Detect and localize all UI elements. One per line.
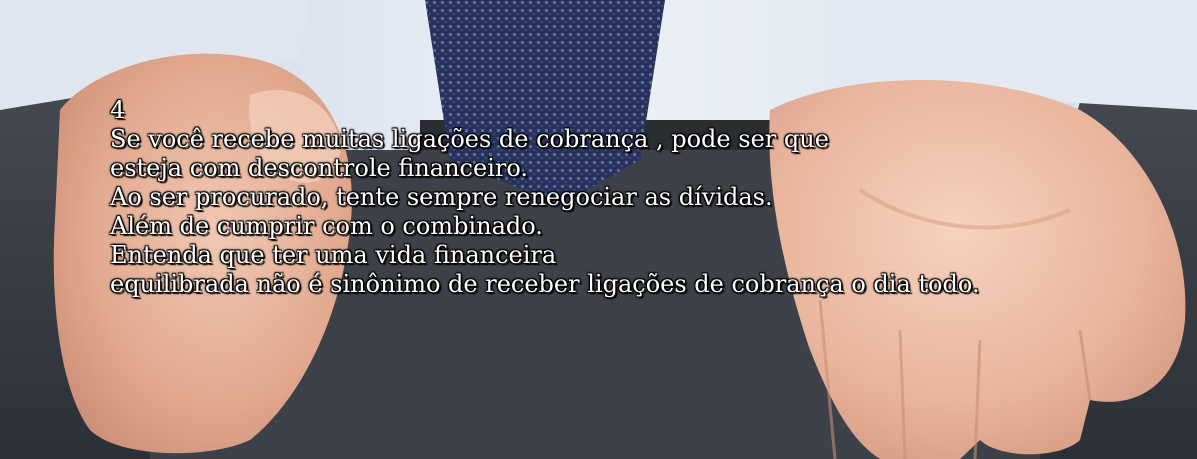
caption-line: Se você recebe muitas ligações de cobrança , pode ser que [110, 125, 829, 153]
caption-line: equilibrada não é sinônimo de receber ligações de cobrança o dia todo. [110, 270, 980, 298]
caption-line: Ao ser procurado, tente sempre renegociar as dívidas. [110, 183, 773, 211]
caption-line: Além de cumprir com o combinado. [110, 212, 543, 240]
caption-line: Entenda que ter uma vida financeira [110, 241, 557, 269]
caption-text-block [110, 96, 1170, 299]
caption-line-number: 4 [110, 96, 126, 124]
caption-line: esteja com descontrole financeiro. [110, 154, 529, 182]
